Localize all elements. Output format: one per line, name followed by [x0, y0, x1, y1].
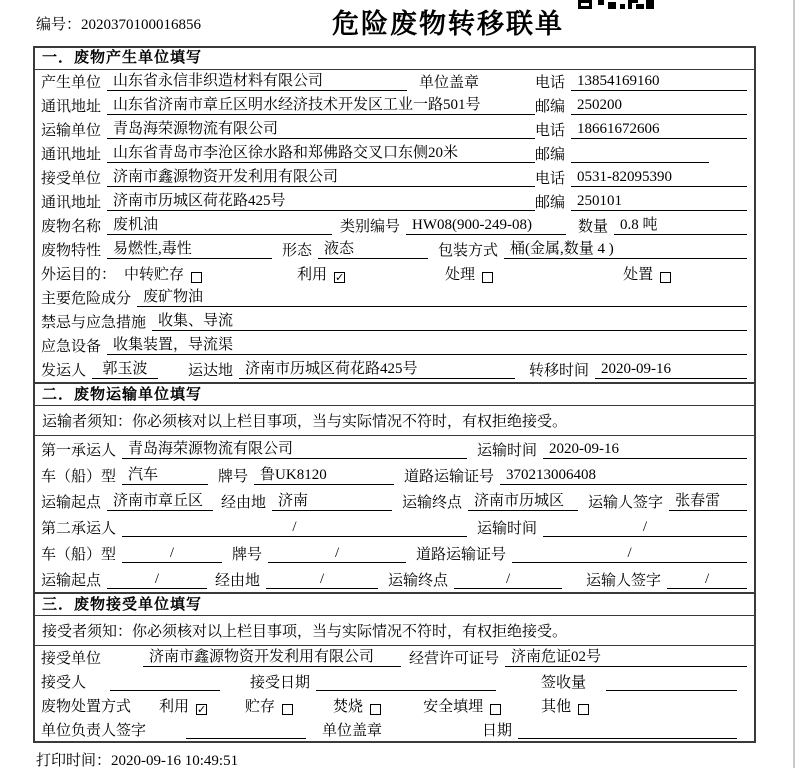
row-carrier2-route	[35, 566, 754, 592]
producer-phone-value: 13854169160	[571, 73, 747, 91]
disposal-option-label: 贮存	[245, 699, 276, 715]
transporter-phone-value: 18661672606	[571, 121, 747, 139]
row-producer	[35, 70, 754, 94]
carrier1-via-value: 济南	[272, 489, 392, 511]
origin-label: 运输起点	[41, 573, 102, 589]
via-label: 经由地	[215, 573, 261, 589]
print-time-value: 2020-09-16 10:49:51	[111, 753, 239, 768]
row-equipment	[35, 334, 754, 358]
phone-label: 电话	[534, 123, 565, 139]
shipper-label: 发运人	[41, 363, 87, 379]
transport-time-label: 运输时间	[477, 521, 538, 537]
row-waste-trait	[35, 238, 754, 262]
date-label: 日期	[482, 723, 513, 739]
checkbox-utilize: ✓	[335, 271, 345, 284]
disposal-option-label: 焚烧	[333, 699, 364, 715]
print-time-label: 打印时间：	[36, 753, 112, 768]
quantity-label: 数量	[578, 219, 609, 235]
destination-value: 济南市历城区荷花路425号	[239, 357, 515, 379]
address-label: 通讯地址	[41, 99, 102, 115]
zip-label: 邮编	[534, 147, 565, 163]
purpose-option-label: 处理	[445, 267, 476, 283]
recipient-label: 接受人	[41, 675, 87, 691]
disposal-option-label: 安全填埋	[423, 699, 484, 715]
category-label: 类别编号	[340, 219, 401, 235]
purpose-label: 外运目的：	[41, 267, 117, 283]
transporter-label: 运输单位	[41, 123, 102, 139]
checkbox-incinerate	[370, 704, 381, 715]
carrier1-sign-value: 张春雷	[669, 489, 747, 511]
recipient-value	[110, 674, 220, 691]
waste-name-value: 废机油	[107, 213, 332, 235]
receiver-address-value: 济南市历城区荷花路425号	[107, 189, 535, 211]
packing-value: 桶(金属,数量 4 )	[504, 237, 747, 259]
destination-label: 运达地	[188, 363, 234, 379]
print-time	[36, 749, 238, 768]
unit-seal-label: 单位盖章	[419, 75, 480, 91]
transporter-notice: 运输者须知：你必须核对以上栏目事项，当与实际情况不符时，有权拒绝接受。	[35, 406, 754, 436]
receiver-phone-value: 0531-82095390	[571, 169, 747, 187]
document-number-label: 编号：	[36, 17, 82, 33]
row-recipient	[35, 670, 754, 694]
row-carrier2	[35, 514, 754, 540]
section3-header: 三．废物接受单位填写	[35, 592, 754, 616]
transfer-time-label: 转移时间	[529, 363, 590, 379]
receiving-unit-label: 接受单位	[41, 651, 102, 667]
taboo-label: 禁忌与应急措施	[41, 315, 147, 331]
waste-name-label: 废物名称	[41, 219, 102, 235]
carrier1-vehicle-value: 汽车	[122, 463, 208, 485]
signed-amount-value	[606, 674, 737, 691]
row-taboo	[35, 310, 754, 334]
equipment-value: 收集装置，导流渠	[107, 333, 747, 355]
row-receiver	[35, 166, 754, 190]
date-value	[518, 722, 737, 739]
carrier2-origin-value: /	[107, 571, 207, 589]
producer-label: 产生单位	[41, 75, 102, 91]
checkbox-landfill	[490, 704, 501, 715]
category-value: HW08(900-249-08)	[406, 217, 566, 235]
receiver-label: 接受单位	[41, 171, 102, 187]
row-waste-name	[35, 214, 754, 238]
road-permit-label: 道路运输证号	[416, 547, 507, 563]
carrier1-origin-value: 济南市章丘区	[107, 489, 213, 511]
transport-time-label: 运输时间	[477, 443, 538, 459]
row-transporter-address	[35, 142, 754, 166]
carrier1-time-value: 2020-09-16	[543, 441, 747, 459]
signed-amount-label: 签收量	[541, 675, 587, 691]
endpoint-label: 运输终点	[388, 573, 449, 589]
row-hazard	[35, 286, 754, 310]
transporter-address-value: 山东省青岛市李沧区徐水路和郑佛路交叉口东侧20米	[107, 141, 535, 163]
carrier2-vehicle-value: /	[122, 545, 222, 563]
responsible-sign-label: 单位负责人签字	[41, 723, 147, 739]
equipment-label: 应急设备	[41, 339, 102, 355]
disposal-method-label: 废物处置方式	[41, 699, 132, 715]
address-label: 通讯地址	[41, 195, 102, 211]
receive-date-value	[316, 674, 496, 691]
quantity-value: 0.8 吨	[614, 213, 747, 235]
unit-seal-label: 单位盖章	[322, 723, 383, 739]
form-value: 液态	[318, 237, 428, 259]
checkbox-store	[282, 704, 293, 715]
page-title: 危险废物转移联单	[332, 9, 564, 39]
row-carrier2-vehicle	[35, 540, 754, 566]
qr-code-icon	[578, 0, 654, 10]
license-value: 济南危证02号	[505, 645, 747, 667]
zip-label: 邮编	[534, 195, 565, 211]
vehicle-type-label: 车（船）型	[41, 547, 117, 563]
carrier2-sign-value: /	[667, 571, 747, 589]
taboo-value: 收集、导流	[152, 309, 747, 331]
hazard-value: 废矿物油	[137, 285, 747, 307]
license-label: 经营许可证号	[409, 651, 500, 667]
phone-label: 电话	[534, 75, 565, 91]
transporter-sign-label: 运输人签字	[586, 573, 662, 589]
transfer-time-value: 2020-09-16	[595, 361, 747, 379]
row-responsible-sign	[35, 718, 754, 742]
row-carrier1	[35, 436, 754, 462]
purpose-option-label: 中转贮存	[124, 267, 185, 283]
carrier1-permit-value: 370213006408	[500, 467, 747, 485]
carrier2-permit-value: /	[512, 545, 747, 563]
disposal-option-label: 利用	[159, 699, 190, 715]
row-receiver-address	[35, 190, 754, 214]
trait-label: 废物特性	[41, 243, 102, 259]
purpose-option-label: 处置	[623, 267, 654, 283]
via-label: 经由地	[221, 495, 267, 511]
address-label: 通讯地址	[41, 147, 102, 163]
row-carrier1-route	[35, 488, 754, 514]
section2-header: 二．废物运输单位填写	[35, 382, 754, 406]
carrier2-time-value: /	[543, 519, 747, 537]
carrier2-value: /	[122, 519, 467, 537]
row-carrier1-vehicle	[35, 462, 754, 488]
carrier1-label: 第一承运人	[41, 443, 117, 459]
carrier2-via-value: /	[266, 571, 378, 589]
receiver-value: 济南市鑫源物资开发利用有限公司	[107, 165, 535, 187]
receiver-notice: 接受者须知：你必须核对以上栏目事项，当与实际情况不符时，有权拒绝接受。	[35, 616, 754, 646]
carrier1-end-value: 济南市历城区	[468, 489, 578, 511]
receive-date-label: 接受日期	[250, 675, 311, 691]
checkbox-dispose	[660, 272, 671, 283]
carrier2-label: 第二承运人	[41, 521, 117, 537]
producer-zip-value: 250200	[571, 97, 747, 115]
purpose-option-label: 利用	[297, 267, 328, 283]
transporter-value: 青岛海荣源物流有限公司	[107, 117, 535, 139]
row-receiving-unit	[35, 646, 754, 670]
row-disposal-method	[35, 694, 754, 718]
checkbox-transfer-storage	[191, 272, 202, 283]
zip-label: 邮编	[534, 99, 565, 115]
checkbox-other	[578, 704, 589, 715]
manifest-form-table	[33, 46, 756, 743]
receiving-unit-value: 济南市鑫源物资开发利用有限公司	[143, 645, 401, 667]
row-transporter	[35, 118, 754, 142]
document-number-value: 2020370100016856	[81, 17, 202, 33]
document-number	[36, 13, 201, 34]
section1-header: 一．废物产生单位填写	[35, 48, 754, 70]
producer-value: 山东省永信非织造材料有限公司	[107, 69, 407, 91]
origin-label: 运输起点	[41, 495, 102, 511]
vehicle-type-label: 车（船）型	[41, 469, 117, 485]
transporter-sign-label: 运输人签字	[588, 495, 664, 511]
checkbox-utilize: ✓	[197, 703, 207, 716]
disposal-option-label: 其他	[541, 699, 572, 715]
packing-label: 包装方式	[438, 243, 499, 259]
form-label: 形态	[282, 243, 313, 259]
responsible-sign-value	[186, 722, 306, 739]
row-purpose	[35, 262, 754, 286]
row-producer-address	[35, 94, 754, 118]
phone-label: 电话	[534, 171, 565, 187]
receiver-zip-value: 250101	[571, 193, 747, 211]
row-shipper	[35, 358, 754, 382]
plate-label: 牌号	[218, 469, 249, 485]
hazard-label: 主要危险成分	[41, 291, 132, 307]
producer-address-value: 山东省济南市章丘区明水经济技术开发区工业一路501号	[107, 93, 535, 115]
checkbox-treat	[482, 272, 493, 283]
endpoint-label: 运输终点	[402, 495, 463, 511]
carrier1-value: 青岛海荣源物流有限公司	[122, 437, 467, 459]
trait-value: 易燃性,毒性	[107, 237, 272, 259]
carrier2-end-value: /	[454, 571, 562, 589]
road-permit-label: 道路运输证号	[404, 469, 495, 485]
shipper-value: 郭玉波	[92, 357, 158, 379]
plate-label: 牌号	[232, 547, 263, 563]
page-right-edge	[793, 0, 795, 768]
carrier1-plate-value: 鲁UK8120	[254, 463, 394, 485]
carrier2-plate-value: /	[268, 545, 406, 563]
transporter-zip-value	[571, 146, 709, 163]
